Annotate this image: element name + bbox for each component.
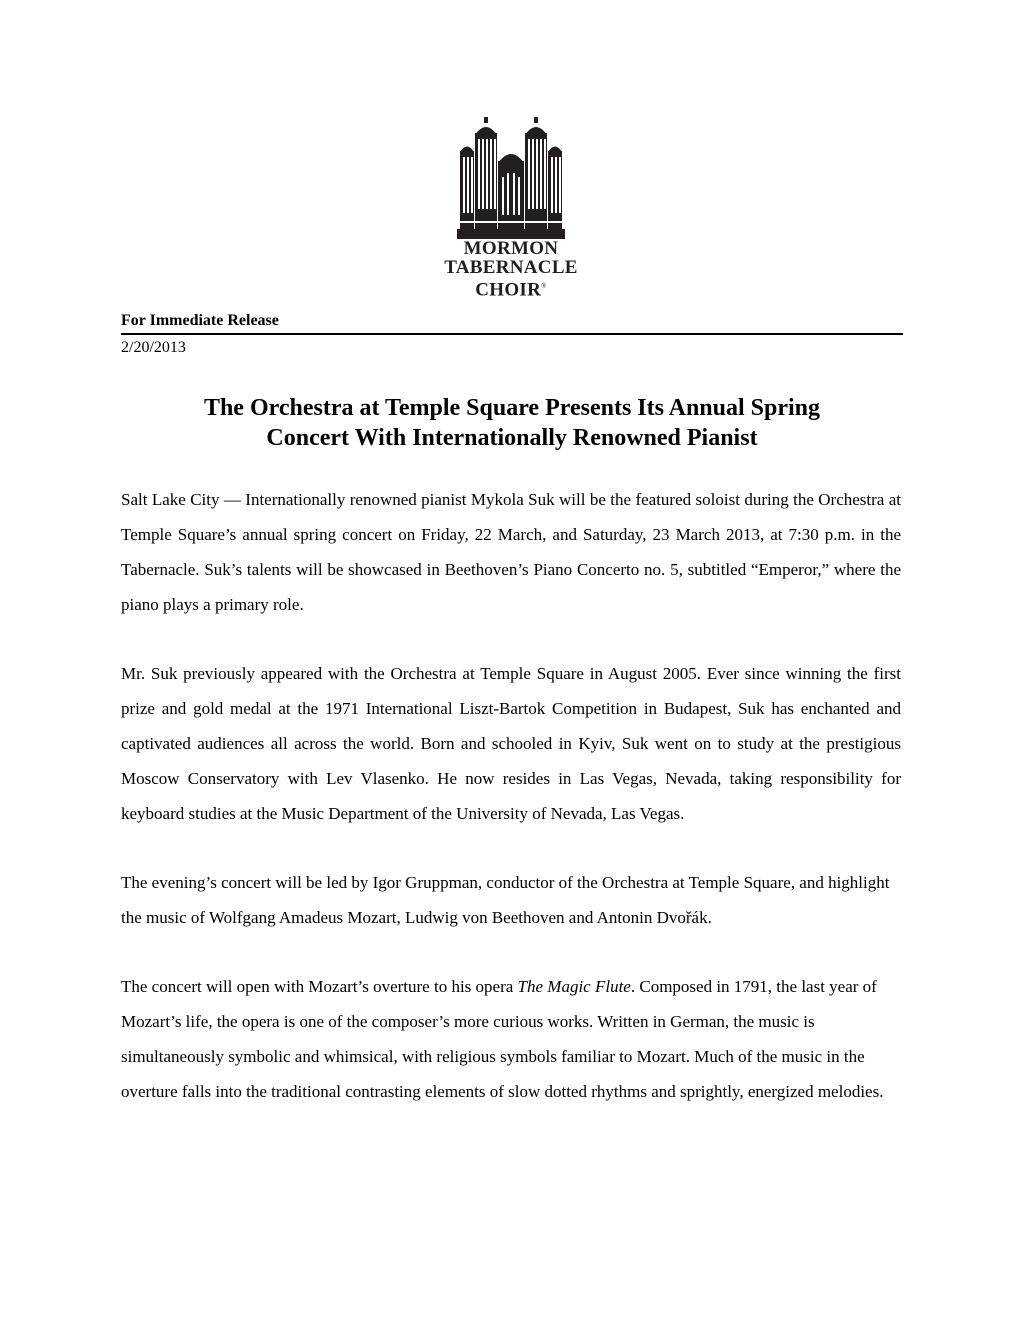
paragraph-3: The evening’s concert will be led by Igor Gruppman, conductor of the Orchestra at Temple Square, and highlight the music of Wolfgang Amadeus Mozart, Ludwig von Beethoven and Antonin Dvořák. [121, 873, 890, 927]
headline-line-1: The Orchestra at Temple Square Presents Its Annual Spring [203, 395, 821, 421]
release-label: For Immediate Release [121, 312, 279, 329]
opera-title: The Magic Flute [517, 977, 631, 996]
logo-line-3: CHOIR [475, 279, 542, 301]
organ-pipes-icon [457, 117, 565, 239]
paragraph-4-start: The concert will open with Mozart’s overture to his opera [121, 977, 518, 996]
paragraph-4-end: . Composed in 1791, the last year of Mozart’s life, the opera is one of the composer’s more curious works. Written in German, the music is simultaneously symbolic and whimsical, with religious symbols familiar to Mozart. Much of the music in the overture falls into the traditional contrasting elements of slow dotted rhythms and sprightly, energized melodies. [121, 977, 884, 1101]
release-header [121, 311, 903, 358]
logo-line-1: MORMON [463, 238, 559, 259]
paragraph-1: Salt Lake City — Internationally renowned pianist Mykola Suk will be the featured soloist during the Orchestra at Temple Square’s annual spring concert on Friday, 22 March, and Saturday, 23 March 2013, at 7:30 p.m. in the Tabernacle. Suk’s talents will be showcased in Beethoven’s Piano Concerto no. 5, subtitled “Emperor,” where the piano plays a primary role. [121, 490, 901, 614]
choir-logo [440, 117, 582, 307]
logo-wordmark [440, 239, 582, 299]
headline [121, 393, 903, 453]
release-date: 2/20/2013 [121, 339, 186, 356]
registered-mark: ® [541, 282, 547, 290]
headline-line-2: Concert With Internationally Renowned Pianist [266, 425, 758, 451]
paragraph-4 [121, 969, 901, 1109]
paragraph-2: Mr. Suk previously appeared with the Orchestra at Temple Square in August 2005. Ever since winning the first prize and gold medal at the 1971 International Liszt-Bartok Competition in Budapest, Suk has enchanted and captivated audiences all across the world. Born and schooled in Kyiv, Suk went on to study at the prestigious Moscow Conservatory with Lev Vlasenko. He now resides in Las Vegas, Nevada, taking responsibility for keyboard studies at the Music Department of the University of Nevada, Las Vegas. [121, 664, 901, 823]
header-divider [121, 333, 903, 335]
article-body [121, 482, 901, 1143]
logo-line-2: TABERNACLE [444, 257, 578, 278]
